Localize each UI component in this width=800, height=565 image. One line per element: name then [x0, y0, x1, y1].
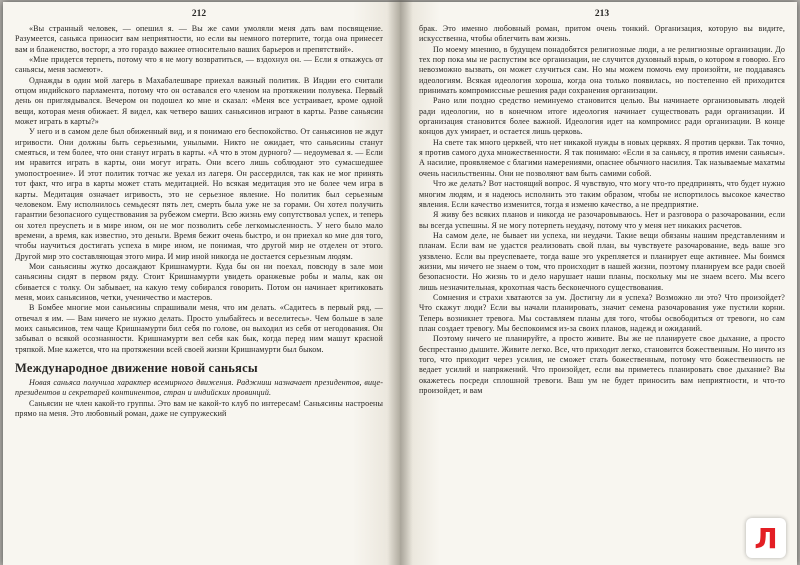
- labirint-logo-letter: Л: [754, 521, 778, 555]
- paragraph: У него и в самом деле был обиженный вид, и я понимаю его беспокойство. От саньясинов не ждут игривости. Они должны быть серьезными, унылыми. Никто не ожидает, что саньясины станут смеяться, и тем более, что они станут играть в карты. «А что в этом дурного? — недоумевал я. — Если им нравится играть в карты, они могут играть. Они всего лишь соблюдают это сумасшедшее умопостроение». И этот политик тотчас же уехал из лагеря. Он рассердился, так как не мог принять тот факт, что игра в карты может стать медитацией. Но всякая медитация это не более чем игра в карты. Медитация означает игривость, это не серьезное явление. Но политик был серьезным человеком. Ему исполнилось семьдесят пять лет, смерть была уже не за горами. Он хотел получить гарантии безопасного существования за рубежом смерти. Всю жизнь ему сопутствовал успех, и теперь он хотел преуспеть и в мире ином, он не мог позволить себе легкомысленность. У него было мало времени, а время, как известно, это деньги. Время бежит очень быстро, и он приехал ко мне для того, чтобы научиться достигать успеха в мире ином, не понимая, что другой мир не отделен от этого. Другой мир это составляющая этого мира. И мир иной никогда не достается серьезным людям.: [15, 127, 383, 261]
- page-number-left: 212: [191, 9, 207, 19]
- paragraph: Я живу без всяких планов и никогда не разочаровываюсь. Нет и разговора о разочаровании, если вы всегда успешны. Я не могу потерпеть неудачу, потому что у меня нет никаких расчетов.: [419, 210, 785, 230]
- paragraph: Что же делать? Вот настоящий вопрос. Я чувствую, что могу что-то предпринять, что будет нужно многим людям, и я надеюсь исполнить это таким образом, чтобы не испортилось высокое качество явления. Если качество изменится, тогда я изменю качество, а не предприятие.: [419, 179, 785, 209]
- page-number-right: 213: [594, 9, 610, 19]
- page-left: [3, 2, 400, 565]
- paragraph: Поэтому ничего не планируйте, а просто живите. Вы же не планируете свое дыхание, а просто беспрестанно дышите. Живите легко. Все, что приходит легко, становится божественным. Но ничто из того, что приходит через усилия, не сможет стать божественным, потому что божественность не ведает усилий и напряжений. Что произойдет, если вы приметесь планировать свое дыхание? Вы окажетесь посреди сплошной тревоги. Ваш ум не будет приносить вам неприятности, и что-то произойдет, и вам: [419, 334, 785, 396]
- page-right: [400, 2, 797, 565]
- book-spread: [3, 2, 797, 565]
- paragraph: Саньясин не член какой-то группы. Это вам не какой-то клуб по интересам! Саньясины настроены прямо на меня. Это любовный роман, даже не супружеский: [15, 398, 383, 419]
- paragraph: На свете так много церквей, что нет никакой нужды в новых церквях. Я против церкви. Так точно, я против самого духа множественности. Я так понимаю: «Если я за саньясу, я против имени саньясы». А насилие, проявляемое с благими намерениями, опаснее обычного насилия. Так называемые махатмы очень насильственны. Они не позволяют вам быть самими собой.: [419, 137, 785, 178]
- paragraph: По моему мнению, в будущем понадобятся религиозные люди, а не религиозные организации. До тех пор пока мы не распустим все организации, не случится духовный взрыв, о котором я говорю. Его невозможно вызвать, он может случиться сам. Но мы можем помочь ему произойти, не поддаваясь идеологиям. Всякая идеология хороша, когда она только появилась, но постепенно ей приходится принимать компромиссные решения ради сохранения организации.: [419, 44, 785, 96]
- paragraph: Однажды в один мой лагерь в Махабалешваре приехал важный политик. В Индии его считали отцом индийского парламента, потому что он оставался его членом на протяжении полувека. Первый день он приглядывался. Вечером он подошел ко мне и сказал: «Меня все устраивает, кроме одной вещи, которая меня обижает. Я видел, как четверо ваших саньясинов играют в карты. Разве саньясин может играть в карты?»: [15, 75, 383, 127]
- section-intro: Новая саньяса получила характер всемирного движения. Раджниш назначает президентов, вице-президентов и секретарей континентов, стран и индийских провинций.: [15, 378, 383, 398]
- paragraph: Рано или поздно средство неминуемо становится целью. Вы начинаете организовывать людей ради идеологии, но в конечном итоге идеология начинает существовать ради организации. И организация становится более важной. Идеология идет на компромисс ради организации. В конце концов дух умирает, и остается лишь церковь.: [419, 96, 785, 137]
- section-heading: Международное движение новой саньясы: [15, 361, 258, 375]
- paragraph: Мои саньясины жутко досаждают Кришнамурти. Куда бы он ни поехал, повсюду в зале мои саньясины сидят в первом ряду. Стоит Кришнамурти увидеть оранжевые робы и малы, как он сбивается с толку. Он забывает, на какую тему собирался говорить. Потом он начинает критиковать меня, моих саньясинов, четки, ученичество и мастеров.: [15, 261, 383, 302]
- paragraph: На самом деле, не бывает ни успеха, ни неудачи. Такие вещи обязаны нашим представлениям и планам. Если вам не удастся реализовать свой план, вы чувствуете разочарование, ведь ваше эго уязвлено. Если вы преуспеваете, тогда ваше эго укрепляется и планирует еще активнее. Мы боимся жизни, мы ничего не знаем о том, что происходит в нашей жизни, поэтому планируем все ради своей безопасности. Но жизнь то и дело нарушает наши планы, поскольку мы не знаем всего. Мы всего лишь незначительная, крохотная часть бесконечного существования.: [419, 230, 785, 292]
- paragraph: брак. Это именно любовный роман, притом очень тонкий. Организация, которую вы видите, искусственна, чтобы облегчить вам жизнь.: [419, 24, 785, 44]
- paragraph: «Вы странный человек, — опешил я. — Вы же сами умоляли меня дать вам посвящение. Разумеется, саньяса приносит вам неприятности, но если вы немного потерпите, тогда она принесет вам и блаженство, восторг, а это гораздо важнее относительно ваших барьеров и препятствий».: [15, 24, 383, 54]
- labirint-logo: [746, 518, 786, 558]
- paragraph: «Мне придется терпеть, потому что я не могу возвратиться, — вздохнул он. — Если я откажусь от саньясы, меня засмеют».: [15, 55, 383, 75]
- paragraph: Сомнения и страхи хватаются за ум. Достигну ли я успеха? Возможно ли это? Что произойдет? Что скажут люди? Если вы начали планировать, значит семена разочарования уже пустили корни. Теперь возникнет тревога. Мы составляем планы для того, чтобы освободиться от тревоги, но сам план создает тревогу. Мы беспокоимся из-за своих планов, надежд и ожиданий.: [419, 292, 785, 333]
- paragraph: В Бомбее многие мои саньясины спрашивали меня, что им делать. «Садитесь в первый ряд, — отвечал я им. — Вам ничего не нужно делать. Просто улыбайтесь и веселитесь». Чем больше в зале моих саньясинов, тем чаще Кришнамурти бил себя по голове, он выходил из себя от негодования. Он забывал о всякой осознанности. Кришнамурти вел себя как бык, когда перед ним машут красной тряпкой. Мне кажется, что на протяжении всей своей жизни Кришнамурти был быком.: [15, 303, 383, 354]
